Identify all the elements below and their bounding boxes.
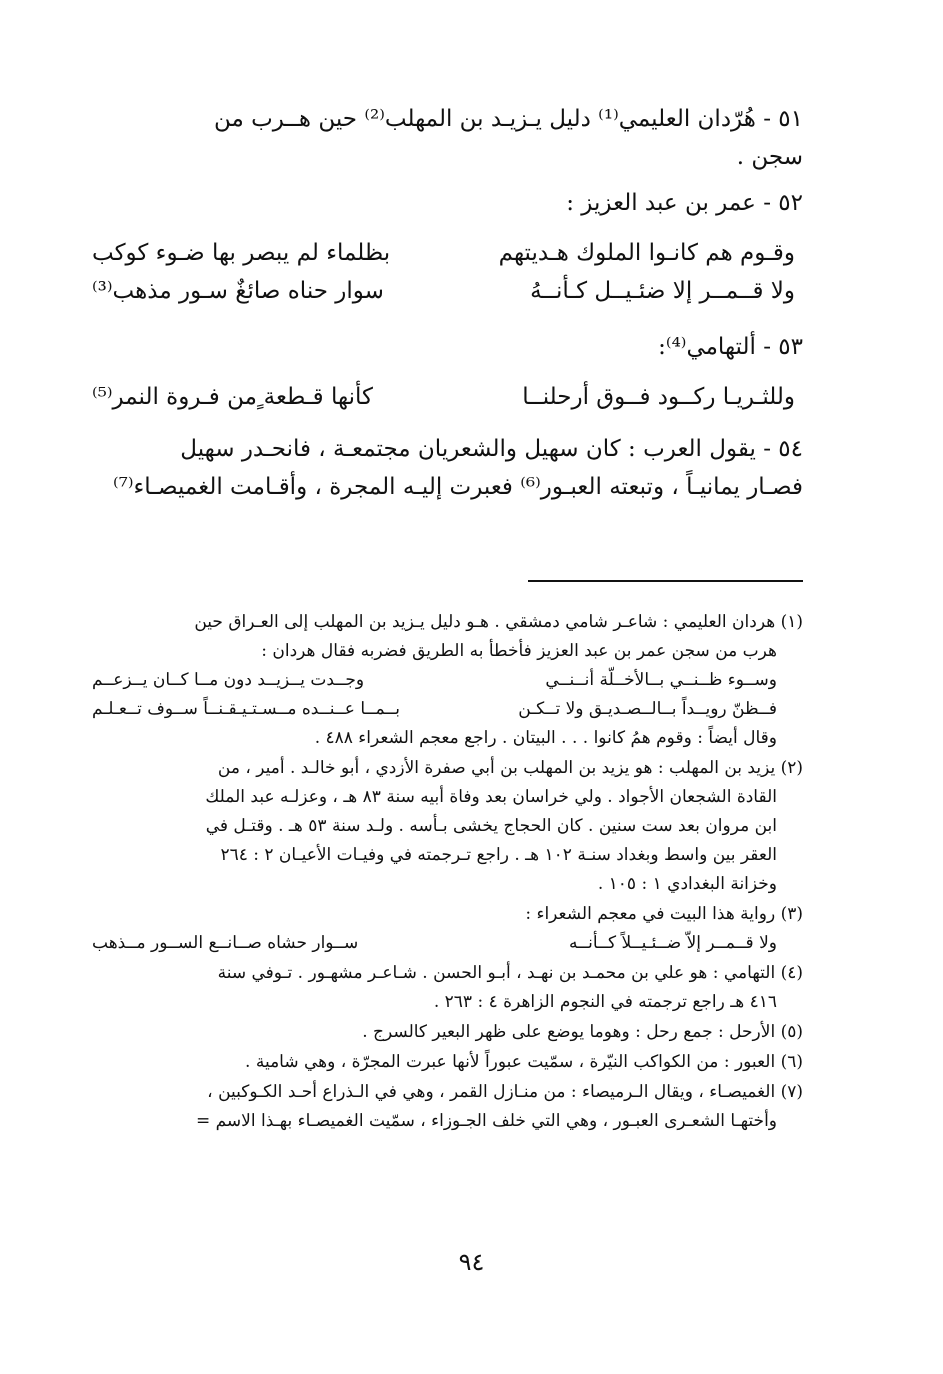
footnote-1 (92, 608, 803, 753)
main-text (92, 100, 803, 512)
entry-53-heading: ٥٣ - ألتهامي⁽⁴⁾: (658, 334, 803, 360)
entry-51-line-1: ٥١ - هُرّدان العليمي⁽¹⁾ دليل يـزيـد بن المهلب⁽²⁾ حين هــرب من (213, 106, 803, 132)
entry-51 (92, 100, 803, 176)
footnote-2 (92, 754, 803, 899)
entry-52-poem (92, 234, 803, 310)
verse-second-hemistich: ســوار حشاه صــانــع الســور مــذهب (92, 933, 359, 953)
footnote-line: (١) هردان العليمي : شاعـر شامي دمشقي . هـو دليل يـزيد بن المهلب إلى العـراق حين (194, 612, 803, 632)
verse-first-hemistich: ولا قــمــر إلا ضئـيــل كـأنــهُ (530, 278, 795, 304)
footnote-line: القادة الشجعان الأجواد . ولي خراسان بعد وفاة أبيه سنة ٨٣ هـ ، وعزلـه عبد الملك (205, 787, 777, 807)
footnote-verse (92, 666, 803, 695)
entry-52-heading: ٥٢ - عمر بن عبد العزيز : (566, 190, 803, 216)
poem-verse (92, 272, 803, 310)
verse-first-hemistich: وللثـريـا ركــود فــوق أرحلنــا (522, 384, 795, 410)
footnote-line: وخزانة البغدادي ١ : ١٠٥ . (597, 874, 777, 894)
entry-53-poem (92, 378, 803, 416)
footnote-line: هرب من سجن عمر بن عبد العزيز فأخطأ به الطريق فضربه فقال هردان : (261, 641, 777, 661)
entry-51-line-2: سجن . (736, 144, 803, 170)
verse-first-hemistich: فــظنّ رويــداً بــالــصـديـق ولا تــكـن (518, 699, 777, 719)
footnote-line: ابن مروان بعد ست سنين . كان الحجاج يخشى بـأسه . ولـد سنة ٥٣ هـ . وقتـل في (205, 816, 777, 836)
page-number: ٩٤ (458, 1248, 485, 1276)
footnote-verse (92, 695, 803, 724)
footnote-line: وأختهـا الشعـرى العبـور ، وهي التي خلف الجـوزاء ، سمّيت الغميصـاء بهـذا الاسم = (195, 1111, 777, 1131)
verse-second-hemistich: بــمــا عــنــده مــسـتـيـقـنــاً ســوف تــعـلـم (92, 699, 400, 719)
footnote-line: (٢) يزيد بن المهلب : هو يزيد بن المهلب بن أبي صفرة الأزدي ، أبو خالـد . أمير ، من (217, 758, 803, 778)
poem-verse (92, 234, 803, 272)
verse-first-hemistich: ولا قــمــر إلاّ ضــئـيــلاً كــأنــه (569, 933, 777, 953)
verse-second-hemistich: بظلماء لم يبصر بها ضـوء كوكب (92, 240, 391, 266)
poem-verse (92, 378, 803, 416)
footnote-line: (٣) رواية هذا البيت في معجم الشعراء : (525, 904, 803, 924)
verse-first-hemistich: وقـوم هم كانـوا الملوك هـديتهم (498, 240, 795, 266)
footnote-line: (٤) التهامي : هو علي بن محمـد بن نهـد ، أبـو الحسن . شـاعـر مشهـور . تـوفي سنة (217, 963, 803, 983)
footnote-line: العقر بين واسط وبغداد سنـة ١٠٢ هـ . راجع تـرجمته في وفيـات الأعيـان ٢ : ٢٦٤ (220, 845, 777, 865)
footnote-5: (٥) الأرحل : جمع رحل : وهوما يوضع على ظهر البعير كالسرج . (362, 1022, 803, 1042)
footnote-line: (٧) الغميصـاء ، ويقال الـرميصاء : من منـازل القمر ، وهي في الـذراع أحـد الكـوكبين ، (207, 1082, 803, 1102)
footnote-6: (٦) العبور : من الكواكب النيّرة ، سمّيت عبوراً لأنها عبرت المجرّة ، وهي شامية . (245, 1052, 803, 1072)
verse-first-hemistich: وســوء ظــنــي بــالأخــلّة أنــنــي (545, 670, 777, 690)
verse-second-hemistich: كأنها قـطعة ٍمن فـروة النمر⁽⁵⁾ (92, 384, 373, 410)
entry-54-line-1: ٥٤ - يقول العرب : كان سهيل والشعريان مجتمعـة ، فانحـدر سهيل (180, 436, 803, 462)
footnotes (92, 608, 803, 1137)
footnote-7 (92, 1078, 803, 1136)
footnote-3 (92, 900, 803, 958)
footnote-4 (92, 959, 803, 1017)
footnote-verse (92, 929, 803, 958)
verse-second-hemistich: سوار حناه صائغٌ سـور مذهب⁽³⁾ (92, 278, 384, 304)
footnote-separator (528, 580, 803, 582)
entry-54-line-2: فصـار يمانيـاً ، وتبعته العبـور⁽⁶⁾ فعبرت إليـه المجرة ، وأقـامت الغميصـاء⁽⁷⁾ (112, 474, 803, 500)
entry-54 (92, 430, 803, 506)
footnote-line: وقال أيضاً : وقوم همُ كانوا . . . البيتان . راجع معجم الشعراء ٤٨٨ . (314, 728, 777, 748)
verse-second-hemistich: وجــدت يــزيــد دون مــا كــان يــزعــم (92, 670, 365, 690)
footnote-line: ٤١٦ هـ راجع ترجمته في النجوم الزاهرة ٤ : ٢٦٣ . (433, 992, 777, 1012)
